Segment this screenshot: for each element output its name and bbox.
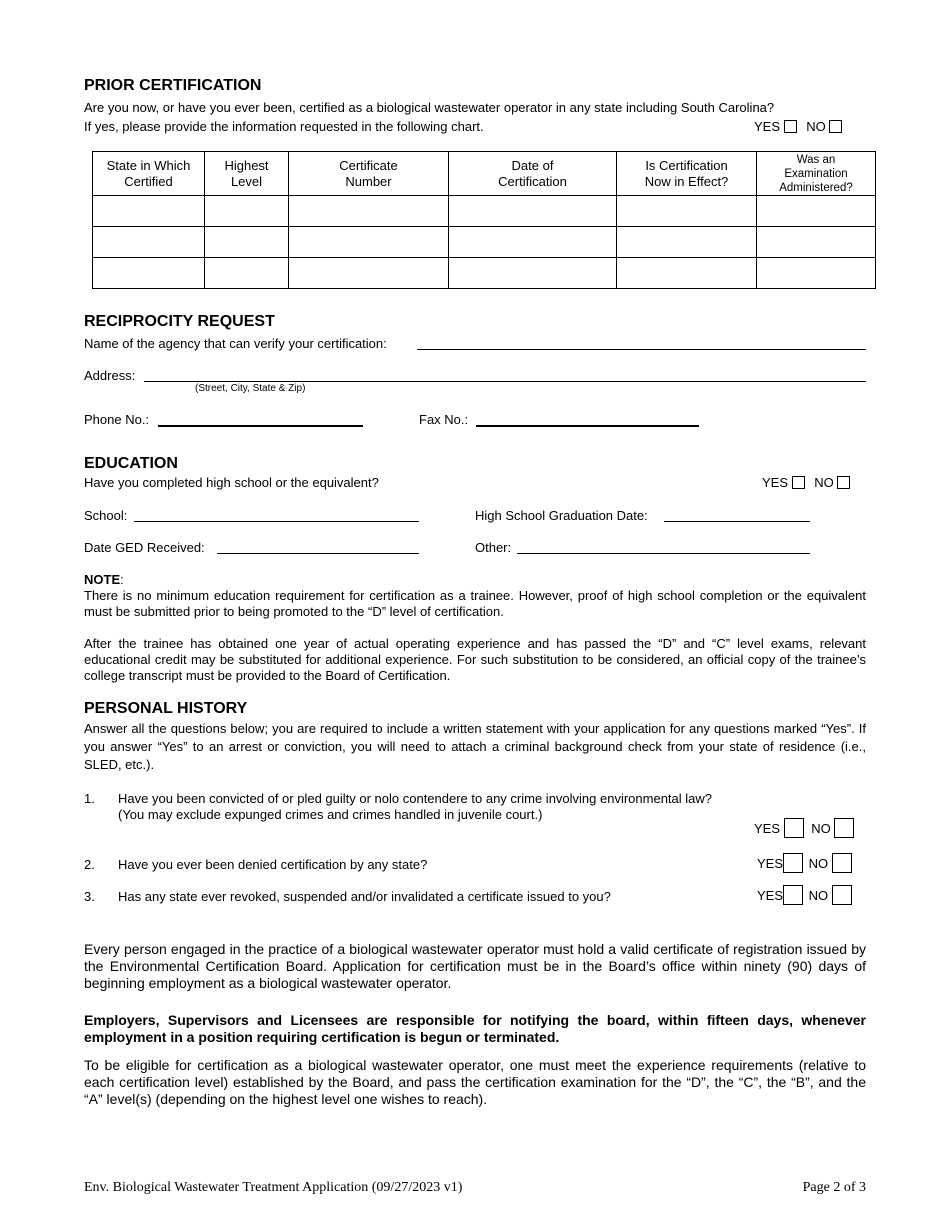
phone-input[interactable] <box>158 425 363 427</box>
question-2-no-checkbox[interactable] <box>832 853 852 873</box>
yes-label: YES <box>757 856 784 871</box>
page-number: Page 2 of 3 <box>802 1180 866 1195</box>
yes-label: YES <box>754 821 781 836</box>
reciprocity-heading: RECIPROCITY REQUEST <box>84 313 275 330</box>
question-3-yes-checkbox[interactable] <box>783 885 803 905</box>
col-level: Highest Level <box>205 152 289 196</box>
graduation-date-input[interactable] <box>664 521 810 522</box>
closing-paragraph-3: To be eligible for certification as a biological wastewater operator, one must meet the experience requirements (relative to each certification level) established by the Board, and pass the certification examination for the “D”, the “C”, the “B”, and the “A” level(s) (depending on the highest level one wishes to reach). <box>84 1057 866 1107</box>
no-label: NO <box>811 821 831 836</box>
table-cell[interactable] <box>617 196 757 227</box>
table-cell[interactable] <box>289 196 449 227</box>
prior-cert-no-checkbox[interactable] <box>829 120 842 133</box>
personal-history-intro: Answer all the questions below; you are required to include a written statement with your application for any questions marked “Yes”. If you answer “Yes” to an arrest or conviction, you will need to attach a criminal background check from your state of residence (i.e., SLED, etc.). <box>84 721 866 772</box>
prior-certification-heading: PRIOR CERTIFICATION <box>84 77 262 94</box>
closing-paragraph-1: Every person engaged in the practice of a biological wastewater operator must hold a valid certificate of registration issued by the Environmental Certification Board. Application for certification must be in the Board’s office within ninety (90) days of beginning employment as a biological wastewater operator. <box>84 941 866 991</box>
question-number: 3. <box>84 889 95 904</box>
table-cell[interactable] <box>449 258 617 289</box>
note-colon: : <box>120 572 124 587</box>
agency-label: Name of the agency that can verify your certification: <box>84 336 387 351</box>
question-1-no-checkbox[interactable] <box>834 818 854 838</box>
col-in-effect: Is Certification Now in Effect? <box>617 152 757 196</box>
note-label <box>84 572 124 587</box>
no-label: NO <box>808 888 829 903</box>
education-heading: EDUCATION <box>84 455 178 472</box>
question-3-yes-no <box>757 885 852 905</box>
ged-date-label: Date GED Received: <box>84 540 205 555</box>
closing-paragraph-2: Employers, Supervisors and Licensees are responsible for notifying the board, within fifteen days, whenever employment in a position requiring certification is begun or terminated. <box>84 1012 866 1045</box>
prior-certification-table <box>92 151 876 289</box>
table-header-row <box>93 152 876 196</box>
ged-date-input[interactable] <box>217 553 419 554</box>
question-2-yes-no <box>757 853 852 873</box>
note-paragraph-2: After the trainee has obtained one year of actual operating experience and has passed the “D” and “C” level exams, relevant educational credit may be substituted for additional experience. For such substitution to be considered, an official copy of the trainee’s college transcript must be provided to the Board of Certification. <box>84 636 866 683</box>
col-state: State in Which Certified <box>93 152 205 196</box>
prior-cert-question: Are you now, or have you ever been, certified as a biological wastewater operator in any state including South Carolina? <box>84 100 775 115</box>
fax-input[interactable] <box>476 425 699 427</box>
footer-title: Env. Biological Wastewater Treatment Application (09/27/2023 v1) <box>84 1180 463 1195</box>
school-input[interactable] <box>134 521 419 522</box>
no-label: NO <box>814 475 834 490</box>
prior-cert-yes-no <box>754 119 842 134</box>
prior-cert-yes-checkbox[interactable] <box>784 120 797 133</box>
col-exam: Was an Examination Administered? <box>757 152 876 196</box>
question-3-no-checkbox[interactable] <box>832 885 852 905</box>
table-cell[interactable] <box>757 196 876 227</box>
question-number: 2. <box>84 857 95 872</box>
education-no-checkbox[interactable] <box>837 476 850 489</box>
question-text: Have you ever been denied certification by any state? <box>118 857 428 872</box>
table-cell[interactable] <box>449 196 617 227</box>
col-cert-number: Certificate Number <box>289 152 449 196</box>
fax-label: Fax No.: <box>419 412 469 427</box>
education-question: Have you completed high school or the equivalent? <box>84 475 379 490</box>
table-cell[interactable] <box>93 258 205 289</box>
table-cell[interactable] <box>617 227 757 258</box>
col-cert-date: Date of Certification <box>449 152 617 196</box>
table-cell[interactable] <box>617 258 757 289</box>
table-row <box>93 196 876 227</box>
question-text: Has any state ever revoked, suspended and/or invalidated a certificate issued to you? <box>118 889 611 904</box>
table-cell[interactable] <box>289 258 449 289</box>
other-input[interactable] <box>517 553 810 554</box>
table-cell[interactable] <box>93 196 205 227</box>
yes-label: YES <box>757 888 784 903</box>
address-hint: (Street, City, State & Zip) <box>195 383 306 394</box>
graduation-date-label: High School Graduation Date: <box>475 508 648 523</box>
question-text: Have you been convicted of or pled guilty or nolo contendere to any crime involving environmental law? (You may exclude expunged crimes and crimes handled in juvenile court.) <box>118 791 713 822</box>
table-cell[interactable] <box>205 196 289 227</box>
table-cell[interactable] <box>449 227 617 258</box>
question-2-yes-checkbox[interactable] <box>783 853 803 873</box>
education-yes-checkbox[interactable] <box>792 476 805 489</box>
prior-cert-instruction: If yes, please provide the information requested in the following chart. <box>84 119 484 134</box>
table-cell[interactable] <box>93 227 205 258</box>
table-row <box>93 258 876 289</box>
question-number: 1. <box>84 791 95 806</box>
note-paragraph-1: There is no minimum education requirement for certification as a trainee. However, proof of high school completion or the equivalent must be submitted prior to being promoted to the “D” level of certification. <box>84 588 866 619</box>
yes-label: YES <box>762 475 789 490</box>
yes-label: YES <box>754 119 781 134</box>
other-label: Other: <box>475 540 512 555</box>
table-row <box>93 227 876 258</box>
note-label-text: NOTE <box>84 572 121 587</box>
phone-label: Phone No.: <box>84 412 150 427</box>
education-yes-no <box>762 475 850 490</box>
question-1-yes-no <box>754 818 854 838</box>
no-label: NO <box>806 119 826 134</box>
table-cell[interactable] <box>757 227 876 258</box>
no-label: NO <box>808 856 829 871</box>
address-input[interactable] <box>144 381 866 382</box>
address-label: Address: <box>84 368 136 383</box>
personal-history-heading: PERSONAL HISTORY <box>84 700 248 717</box>
agency-input[interactable] <box>417 349 866 350</box>
table-cell[interactable] <box>205 227 289 258</box>
question-1-yes-checkbox[interactable] <box>784 818 804 838</box>
table-cell[interactable] <box>757 258 876 289</box>
table-cell[interactable] <box>205 258 289 289</box>
school-label: School: <box>84 508 128 523</box>
table-cell[interactable] <box>289 227 449 258</box>
